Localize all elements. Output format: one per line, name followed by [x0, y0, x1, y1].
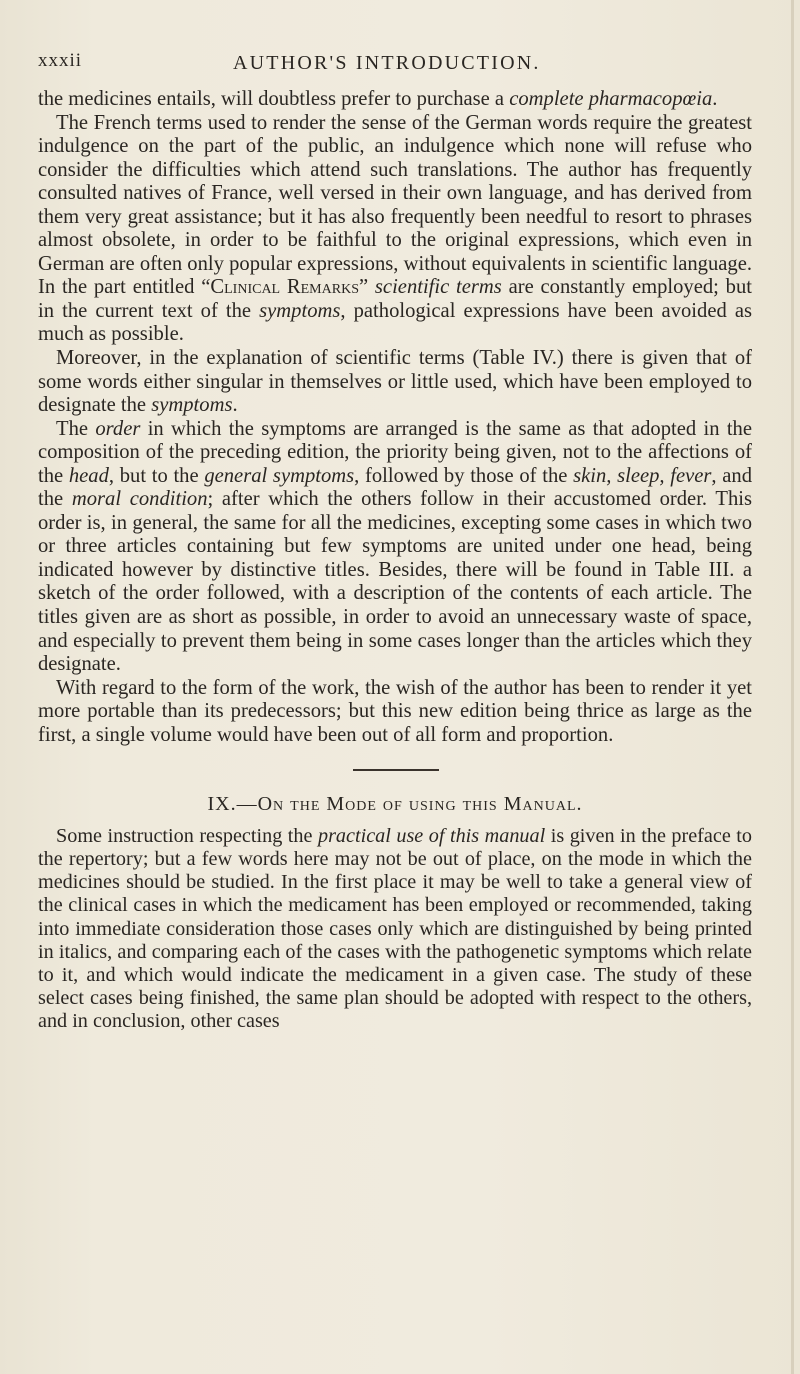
paragraph-french-terms — [38, 112, 752, 347]
small-caps-run: Clinical Remarks — [210, 276, 359, 299]
text-run: the medicines entails, will doubtless prefer to purchase a — [38, 88, 510, 110]
section-title: On the Mode of using this Manual. — [257, 793, 583, 816]
text-run: . — [712, 88, 718, 110]
section-number: IX.— — [207, 793, 258, 816]
text-run: , but to the — [108, 464, 205, 487]
italic-run: skin, sleep, fever — [573, 464, 712, 487]
italic-run: head — [68, 464, 109, 487]
page-number: xxxii — [38, 50, 83, 71]
paragraph-instruction — [38, 825, 752, 1034]
text-run: ; after which the others follow in their accustomed order. This order is, in general, the same for all the medicines, excepting some cases in which two or three articles containing but few symptoms are united under one head, being indicated however by distinctive titles. Besides, there will be found in Table III. a sketch of the order followed, with a description of the contents of each article. The titles given are as short as possible, in order to avoid an unnecessary waste of space, and especially to prevent them being in some cases longer than the articles which they designate. — [38, 488, 752, 676]
italic-run: symptoms — [259, 299, 341, 322]
text-run: ” — [358, 276, 375, 299]
page-header — [38, 48, 758, 84]
italic-run: scientific terms — [374, 276, 502, 299]
italic-run: general symptoms — [204, 464, 355, 487]
section-heading — [38, 793, 752, 817]
section-divider — [38, 747, 752, 793]
italic-run: symptoms — [151, 394, 233, 417]
text-run: Moreover, in the explanation of scientific terms (Table IV.) there is given that of some words either singular in themselves or little used, which have been employed to designate the — [38, 347, 752, 417]
italic-run: moral condition — [71, 488, 208, 511]
running-title: AUTHOR'S INTRODUCTION. — [233, 52, 541, 74]
text-run: The — [56, 417, 96, 440]
text-run: Some instruction respecting the — [56, 824, 318, 847]
paragraph-form — [38, 677, 752, 748]
paragraph-order — [38, 418, 752, 677]
paragraph-continued — [38, 88, 752, 112]
text-run: , and the — [38, 464, 752, 511]
divider-rule — [353, 769, 439, 771]
paragraph-explanation — [38, 347, 752, 418]
text-run: in which the symptoms are arranged is the same as that adopted in the composition of the preceding edition, the priority being given, not to the affections of the — [38, 417, 752, 487]
text-run: With regard to the form of the work, the wish of the author has been to render it yet more portable than its predecessors; but this new edition being thrice as large as the first, a single volume would have been out of all form and proportion. — [38, 676, 752, 746]
text-run: The French terms used to render the sense of the German words require the greatest indulgence on the part of the public, an indulgence which none will refuse who consider the difficulties which attend such translations. The author has frequently consulted natives of France, well versed in their own language, and has derived from them very great assistance; but it has also frequently been needful to resort to phrases almost obsolete, in order to be faithful to the original expressions, which even in German are often only popular expressions, without equivalents in scientific language. In the part entitled “ — [38, 111, 752, 299]
italic-run: complete pharmacopœia — [509, 88, 713, 110]
text-run: , pathological expressions have been avoided as much as possible. — [38, 299, 752, 346]
italic-run: practical use of this manual — [317, 824, 546, 847]
text-run: are constantly employed; but in the current text of the — [38, 276, 752, 322]
main-text — [38, 88, 752, 1034]
text-run: , followed by those of the — [354, 464, 574, 487]
text-run: is given in the preface to the repertory; but a few words here may not be out of place, on the mode in which the medicines should be studied. In the first place it may be well to take a general view of the clinical cases in which the medicament has been employed or recommended, taking into immediate consideration those cases only which are distinguished by being printed in italics, and comparing each of the cases with the pathogenetic symptoms which relate to it, and which would indicate the medicament in a given case. The study of these select cases being finished, the same plan should be adopted with respect to the others, and in conclusion, other cases — [38, 824, 752, 1033]
text-run: . — [232, 394, 238, 417]
page-edge — [791, 0, 794, 1374]
italic-run: order — [95, 417, 141, 440]
